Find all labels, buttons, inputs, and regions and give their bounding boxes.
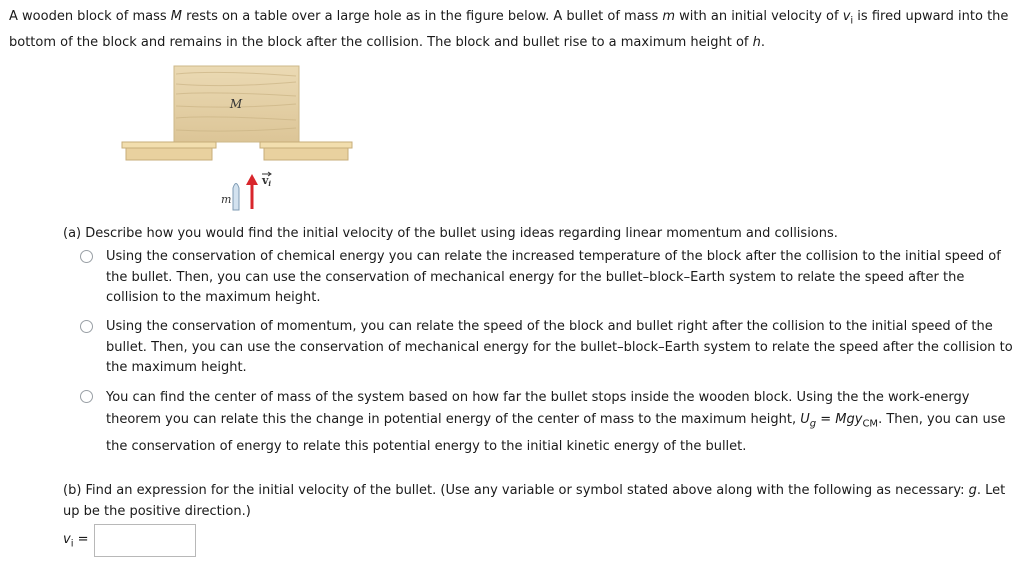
- part-b-question: [63, 481, 1018, 522]
- var-v: v: [842, 9, 851, 24]
- option-c-radio[interactable]: [80, 390, 93, 403]
- var-Mgy: Mgy: [835, 412, 863, 427]
- table: [122, 142, 352, 160]
- var-g: g: [968, 483, 977, 498]
- answer-equals: =: [73, 532, 89, 547]
- velocity-label: vi: [262, 174, 272, 188]
- answer-var: v: [63, 532, 71, 547]
- block-mass-label: M: [229, 97, 243, 111]
- var-M: M: [170, 9, 183, 24]
- var-h: h: [752, 34, 761, 50]
- intro-text: A wooden block of mass: [9, 9, 171, 24]
- var-m: m: [662, 9, 676, 24]
- option-a-text: Using the conservation of chemical energy you can relate the increased temperature of the block after the collision to the initial speed of the bullet. Then, you can use the conservation of mechanical energy for the bullet–block–Earth system to relate the speed after the collision to the maximum height.: [106, 249, 1001, 305]
- intro-text: rests on a table over a large hole as in the figure below. A bullet of mass: [182, 9, 663, 24]
- bullet-mass-label: m: [221, 193, 232, 206]
- bullet: [233, 184, 239, 211]
- option-a-radio[interactable]: [80, 250, 93, 263]
- part-b-text-a: (b) Find an expression for the initial velocity of the bullet. (Use any variable or symbol stated above along with the following as necessary:: [63, 483, 969, 498]
- var-U: U: [800, 412, 810, 427]
- figure-svg: [118, 62, 358, 220]
- option-b-text: Using the conservation of momentum, you can relate the speed of the block and bullet right after the collision to the initial speed of the bullet. Then, you can use the conservation of mechanical energy for the bullet–block–Earth system to relate the speed after the collision to the maximum height.: [106, 319, 1013, 375]
- option-c-text: [106, 387, 1018, 458]
- answer-label: [63, 532, 89, 550]
- intro-text: is fired upward into the bottom of the block and remains in the block after the collision. The block and bullet rise to a maximum height of: [9, 9, 1009, 50]
- answer-input[interactable]: [94, 524, 196, 557]
- option-c-text-b: . Then, you can use the conservation of energy to relate this potential energy to the initial kinetic energy of the bullet.: [106, 412, 1006, 454]
- var-v-subscript: i: [850, 15, 854, 27]
- part-a-question: (a) Describe how you would find the initial velocity of the bullet using ideas regarding linear momentum and collisions.: [63, 226, 838, 241]
- intro-text: with an initial velocity of: [675, 9, 843, 24]
- var-cm-subscript: CM: [862, 418, 879, 430]
- equals-sign: =: [816, 412, 836, 427]
- answer-var-subscript: i: [70, 538, 74, 550]
- problem-statement: [9, 6, 1019, 53]
- block-bullet-figure: [118, 62, 358, 220]
- option-b-radio[interactable]: [80, 320, 93, 333]
- option-c-text-a: You can find the center of mass of the system based on how far the bullet stops inside the wooden block. Using the the work-energy theorem you can relate this the change in potential energy of the center of mass to the maximum height,: [106, 390, 970, 427]
- part-b-text-b: . Let up be the positive direction.): [63, 483, 1006, 519]
- intro-text: .: [760, 34, 766, 50]
- var-U-subscript: g: [809, 418, 817, 430]
